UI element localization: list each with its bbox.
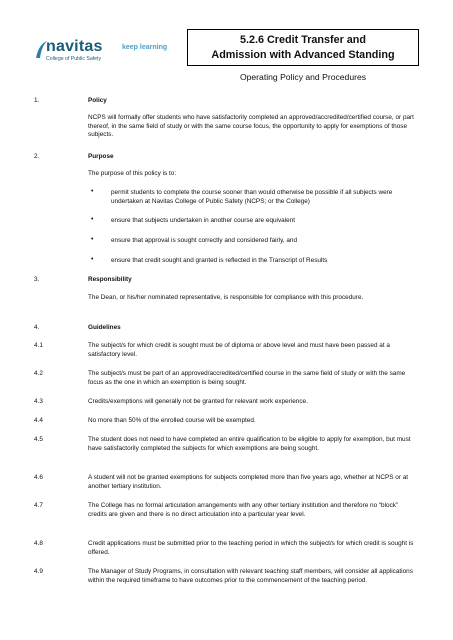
bullet-icon: •	[91, 256, 94, 263]
guideline-number: 4.8	[34, 540, 43, 547]
section-number: 4.	[34, 324, 40, 331]
guideline-text: A student will not be granted exemptions for subjects completed more than five years ago, whether at NCPS or at another tertiary institution.	[88, 474, 409, 490]
logo-brand: navitas	[46, 38, 103, 55]
guideline-text: The College has no formal articulation arrangements with any other tertiary institution and therefore no “block” credits are given and there is no direct articulation into a particular year level.	[88, 502, 399, 518]
guideline-number: 4.1	[34, 342, 43, 349]
guideline-text: Credits/exemptions will generally not be granted for relevant work experience.	[88, 398, 308, 405]
guideline-number: 4.4	[34, 417, 43, 424]
guideline-text: The Manager of Study Programs, in consultation with relevant teaching staff members, will consider all applications within the required timeframe to have outcomes prior to the commencement of the teaching period.	[88, 568, 413, 584]
bullet-icon: •	[91, 236, 94, 243]
section-number: 3.	[34, 276, 40, 283]
purpose-bullet: permit students to complete the course sooner than would otherwise be possible if all subjects were undertaken at Navitas College of Public Safety (NCPS; or the College)	[111, 189, 393, 205]
guideline-number: 4.3	[34, 398, 43, 405]
purpose-bullet: ensure that credit sought and granted is reflected in the Transcript of Results	[111, 257, 328, 264]
responsibility-text: The Dean, or his/her nominated representative, is responsible for compliance with this procedure.	[88, 294, 364, 301]
section-number: 1.	[34, 97, 40, 104]
guideline-number: 4.7	[34, 502, 43, 509]
guideline-number: 4.2	[34, 370, 43, 377]
purpose-bullet: ensure that subjects undertaken in another course are equivalent	[111, 217, 296, 224]
policy-text: NCPS will formally offer students who have satisfactorily completed an approved/accredited/certified course, or part thereof, in the same field of study or with the same course focus, the opportunity to apply for exemptions of those subjects.	[88, 114, 414, 139]
navitas-logo	[34, 38, 174, 68]
purpose-bullet: ensure that approval is sought correctly and considered fairly, and	[111, 237, 298, 244]
bullet-icon: •	[91, 216, 94, 223]
guideline-number: 4.9	[34, 568, 43, 575]
document-subtitle: Operating Policy and Procedures	[239, 72, 367, 82]
guideline-text: No more than 50% of the enrolled course will be exempted.	[88, 417, 256, 424]
section-heading-policy: Policy	[88, 97, 107, 104]
title-line-1: 5.2.6 Credit Transfer and	[239, 34, 366, 46]
guideline-text: The student does not need to have completed an entire qualification to be eligible to apply for exemption, but must have satisfactorily completed the subjects for which exemptions are being sought.	[88, 436, 411, 452]
guideline-number: 4.6	[34, 474, 43, 481]
section-heading-purpose: Purpose	[88, 153, 114, 160]
guideline-text: The subject/s must be part of an approved/accredited/certified course in the same field of study or with the same focus as the one in which an exemption is being sought.	[88, 370, 406, 386]
document-title-box	[187, 29, 419, 66]
bullet-icon: •	[91, 188, 94, 195]
logo-college: College of Public Safety	[46, 56, 102, 62]
section-heading-responsibility: Responsibility	[88, 276, 132, 283]
logo-tagline: keep learning	[122, 44, 168, 51]
guideline-text: Credit applications must be submitted prior to the teaching period in which the subject/s for which credit is sought is offered.	[88, 540, 414, 556]
purpose-intro: The purpose of this policy is to:	[88, 170, 177, 177]
guideline-number: 4.5	[34, 436, 43, 443]
title-line-2: Admission with Advanced Standing	[211, 49, 395, 61]
guideline-text: The subject/s for which credit is sought must be of diploma or above level and must have been passed at a satisfactory level.	[88, 342, 390, 358]
section-number: 2.	[34, 153, 40, 160]
section-heading-guidelines: Guidelines	[88, 324, 121, 331]
